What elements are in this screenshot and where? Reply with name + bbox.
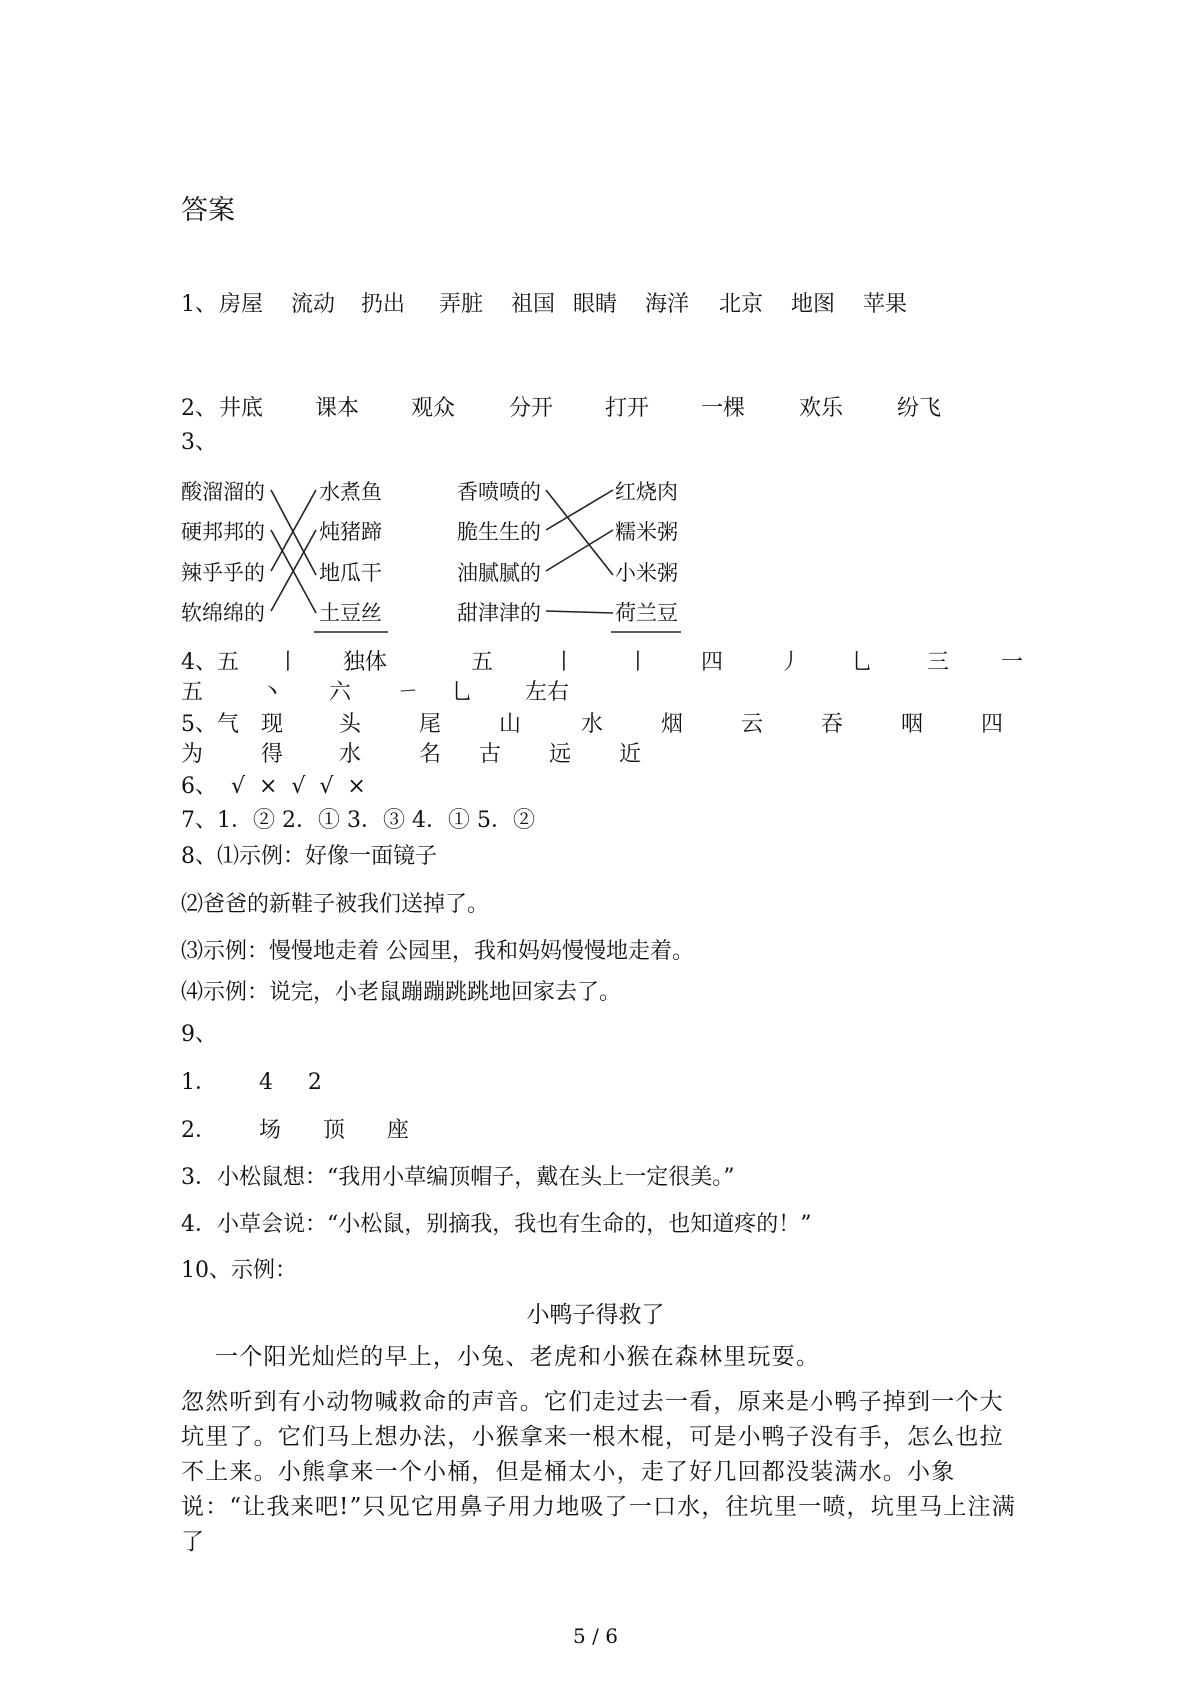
q5-item: 现: [261, 712, 284, 737]
q3-right-a-item: 水煮鱼: [319, 480, 382, 504]
q3-right-b-item: 荷兰豆: [615, 601, 678, 625]
q3-left-b-item: 油腻腻的: [457, 561, 541, 585]
q2-word: 一棵: [701, 396, 746, 421]
q3-left-b-item: 香喷喷的: [457, 480, 541, 504]
q8-answer-b: ⑵爸爸的新鞋子被我们送掉了。: [181, 892, 490, 917]
q5-item: 云: [741, 712, 764, 737]
q5-item: 古: [479, 742, 502, 767]
q3-right-b-item: 糯米粥: [615, 520, 678, 544]
q5-item: 烟: [661, 712, 684, 737]
q8-answer-c: ⑶示例：慢慢地走着 公园里，我和妈妈慢慢地走着。: [181, 939, 694, 964]
q5-item: 远: [549, 742, 572, 767]
q4-item: 丶: [261, 680, 284, 705]
q5-item: 水: [581, 712, 604, 737]
q3-left-a-item: 辣乎乎的: [181, 561, 265, 585]
q7-answers: 7、1．② 2．① 3．③ 4．① 5．②: [181, 808, 535, 833]
q4-item: 五: [181, 680, 204, 705]
q4-item: 4、五: [181, 650, 239, 675]
q5-item: 吞: [821, 712, 844, 737]
q3-left-a-item: 软绵绵的: [181, 601, 265, 625]
q3-number: 3、: [181, 430, 217, 455]
q9-answer-d: 4．小草会说：“小松鼠，别摘我，我也有生命的，也知道疼的！”: [181, 1212, 812, 1237]
q5-item: 为: [181, 742, 204, 767]
q5-item: 名: [419, 742, 442, 767]
page-title: 答案: [181, 195, 235, 226]
q1-word: 祖国: [511, 292, 556, 317]
q1-word: 弄脏: [439, 292, 484, 317]
q8-answer-a: 8、⑴示例：好像一面镜子: [181, 844, 437, 869]
q2-word: 欢乐: [799, 396, 844, 421]
story-paragraph-2: 忽然听到有小动物喊救命的声音。它们走过去一看，原来是小鸭子掉到一个大坑里了。它们马上想办法，小猴拿来一根木棍，可是小鸭子没有手，怎么也拉不上来。小熊拿来一个小桶，但是桶太小，走了好几回都没装满水。小象说：“让我来吧!”只见它用鼻子用力地吸了一口水，往坑里一喷，坑里马上注满了: [181, 1389, 1016, 1555]
q3-left-b-item: 甜津津的: [457, 601, 541, 625]
q3-right-b-item: 红烧肉: [615, 480, 678, 504]
q3-left-b-item: 脆生生的: [457, 520, 541, 544]
q4-item: 乚: [451, 680, 474, 705]
q3-left-a-item: 酸溜溜的: [181, 480, 265, 504]
q4-item: 左右: [525, 680, 570, 705]
q4-item: 六: [329, 680, 352, 705]
q5-item: 咽: [901, 712, 924, 737]
q5-item: 近: [619, 742, 642, 767]
q9-answer-b: 2． 场 顶 座: [181, 1118, 409, 1143]
q3-right-a-item: 炖猪蹄: [319, 520, 382, 544]
q6-answers: 6、 √ × √ √ ×: [181, 774, 366, 799]
q2-word: 分开: [509, 396, 554, 421]
q9-answer-c: 3．小松鼠想：“我用小草编顶帽子，戴在头上一定很美。”: [181, 1165, 735, 1190]
q4-item: 丿: [779, 650, 802, 675]
q8-answer-d: ⑷示例：说完，小老鼠蹦蹦跳跳地回家去了。: [181, 980, 622, 1005]
q3-right-b-item: 小米粥: [615, 561, 678, 585]
q2-number: 2、: [181, 396, 217, 421]
q4-item: 五: [471, 650, 494, 675]
q4-item: ㄧ: [397, 680, 420, 705]
q1-word: 流动: [291, 292, 336, 317]
q4-item: 一: [1001, 650, 1024, 675]
q1-word: 地图: [791, 292, 836, 317]
q1-word: 海洋: [645, 292, 690, 317]
q5-item: 尾: [419, 712, 442, 737]
q9-answer-a: 1． 4 2: [181, 1070, 322, 1095]
q3-left-a-item: 硬邦邦的: [181, 520, 265, 544]
q5-item: 山: [499, 712, 522, 737]
q4-item: 乚: [851, 650, 874, 675]
q4-item: 丨: [277, 650, 300, 675]
q1-number: 1、: [181, 292, 217, 317]
story-paragraph-1: 一个阳光灿烂的早上，小兔、老虎和小猴在森林里玩耍。: [181, 1344, 821, 1370]
story-title: 小鸭子得救了: [526, 1302, 665, 1328]
q4-item: 丨: [627, 650, 650, 675]
q5-item: 5、气: [181, 712, 239, 737]
q5-item: 水: [339, 742, 362, 767]
q2-word: 井底: [219, 396, 264, 421]
q5-item: 头: [339, 712, 362, 737]
q3-right-a-item: 土豆丝: [319, 601, 382, 625]
q1-word: 扔出: [361, 292, 406, 317]
q9-number: 9、: [181, 1022, 217, 1047]
q4-item: 独体: [343, 650, 388, 675]
q4-item: 三: [927, 650, 950, 675]
q3-matching-diagram: [181, 468, 701, 636]
q2-word: 打开: [605, 396, 650, 421]
q2-word: 观众: [411, 396, 456, 421]
q4-item: 丨: [553, 650, 576, 675]
q5-item: 得: [261, 742, 284, 767]
page-number: 5 / 6: [573, 1624, 618, 1648]
q1-word: 房屋: [219, 292, 264, 317]
q10-number: 10、示例：: [181, 1258, 297, 1283]
q3-right-a-item: 地瓜干: [319, 561, 382, 585]
q1-word: 苹果: [863, 292, 908, 317]
q1-word: 北京: [719, 292, 764, 317]
q1-word: 眼睛: [573, 292, 618, 317]
q4-item: 四: [701, 650, 724, 675]
q2-word: 纷飞: [897, 396, 942, 421]
q2-word: 课本: [315, 396, 360, 421]
q5-item: 四: [981, 712, 1004, 737]
